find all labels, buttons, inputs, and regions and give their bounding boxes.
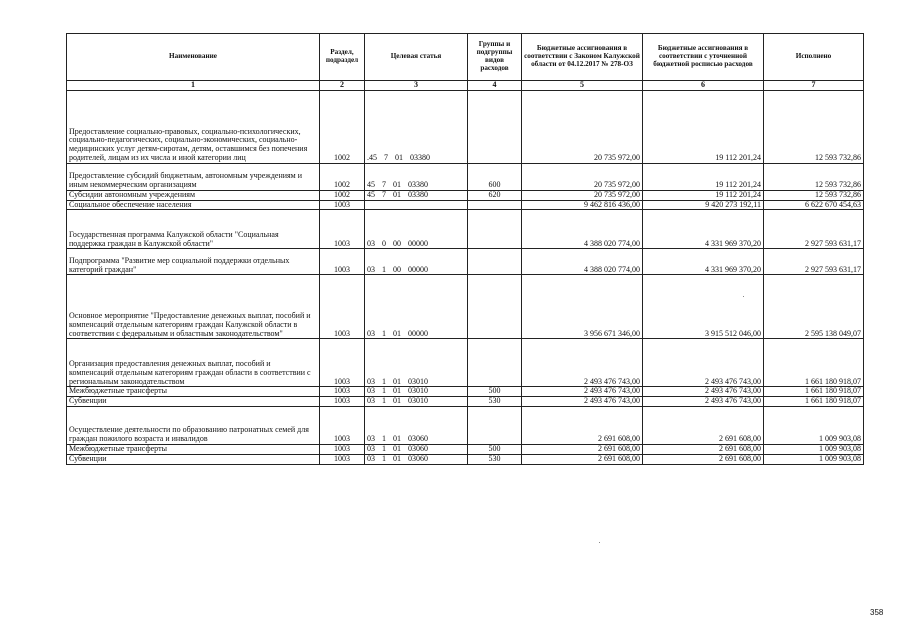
row-executed-amount: 12 593 732,86 — [764, 190, 864, 200]
row-target: .45 7 01 03380 — [365, 90, 468, 163]
table-row — [67, 406, 864, 444]
row-group — [468, 90, 522, 163]
row-section: 1003 — [320, 387, 365, 397]
row-name: Основное мероприятие "Предоставление денежных выплат, пособий и компенсаций отдельным категориям граждан Калужской области в соответствии с федеральным и областным законодательством" — [67, 275, 320, 339]
row-revised-amount: 2 493 476 743,00 — [643, 387, 764, 397]
row-executed-amount: 1 009 903,08 — [764, 406, 864, 444]
row-law-amount: 2 691 608,00 — [522, 406, 643, 444]
row-group — [468, 249, 522, 275]
table-row — [67, 339, 864, 387]
row-name: Социальное обеспечение населения — [67, 200, 320, 210]
row-law-amount: 2 493 476 743,00 — [522, 387, 643, 397]
row-revised-amount: 19 112 201,24 — [643, 190, 764, 200]
row-section: 1003 — [320, 210, 365, 249]
row-revised-amount: 2 493 476 743,00 — [643, 339, 764, 387]
row-revised-amount: 9 420 273 192,11 — [643, 200, 764, 210]
row-group: 500 — [468, 444, 522, 454]
row-group: 530 — [468, 397, 522, 407]
row-revised-amount: 2 691 608,00 — [643, 454, 764, 464]
row-target: 03 1 01 03010 — [365, 339, 468, 387]
row-section: 1003 — [320, 444, 365, 454]
row-section: 1003 — [320, 406, 365, 444]
row-law-amount: 20 735 972,00 — [522, 163, 643, 190]
row-name: Подпрограмма "Развитие мер социальной поддержки отдельных категорий граждан" — [67, 249, 320, 275]
table-row — [67, 190, 864, 200]
row-revised-amount: 19 112 201,24 — [643, 163, 764, 190]
row-law-amount: 4 388 020 774,00 — [522, 210, 643, 249]
row-revised-amount: 19 112 201,24 — [643, 90, 764, 163]
row-law-amount: 2 493 476 743,00 — [522, 339, 643, 387]
row-executed-amount: 12 593 732,86 — [764, 90, 864, 163]
row-law-amount: 20 735 972,00 — [522, 190, 643, 200]
row-target: 03 1 01 03060 — [365, 406, 468, 444]
header-executed: Исполнено — [764, 34, 864, 81]
column-number: 1 — [67, 81, 320, 91]
row-name: Субвенции — [67, 454, 320, 464]
row-law-amount: 9 462 816 436,00 — [522, 200, 643, 210]
row-name: Осуществление деятельности по образованию патронатных семей для граждан пожилого возраста и инвалидов — [67, 406, 320, 444]
row-revised-amount: 2 691 608,00 — [643, 444, 764, 454]
row-target: 45 7 01 03380 — [365, 163, 468, 190]
row-group — [468, 200, 522, 210]
row-target: 03 1 01 03010 — [365, 397, 468, 407]
row-name: Межбюджетные трансферты — [67, 444, 320, 454]
row-section: 1002 — [320, 90, 365, 163]
row-section: 1003 — [320, 200, 365, 210]
row-section: 1003 — [320, 339, 365, 387]
row-name: Субвенции — [67, 397, 320, 407]
row-section: 1002 — [320, 163, 365, 190]
row-target: 03 1 01 03060 — [365, 444, 468, 454]
header-law-allocation: Бюджетные ассигнования в соответствии с Законом Калужской области от 04.12.2017 № 278-ОЗ — [522, 34, 643, 81]
row-revised-amount: 2 691 608,00 — [643, 406, 764, 444]
column-number: 6 — [643, 81, 764, 91]
page-number: 358 — [870, 608, 884, 617]
column-number: 7 — [764, 81, 864, 91]
table-row — [67, 444, 864, 454]
row-section: 1003 — [320, 397, 365, 407]
row-name: Межбюджетные трансферты — [67, 387, 320, 397]
row-section: 1003 — [320, 249, 365, 275]
table-row — [67, 200, 864, 210]
row-executed-amount: 2 927 593 631,17 — [764, 210, 864, 249]
scan-speck — [743, 296, 744, 297]
row-revised-amount: 2 493 476 743,00 — [643, 397, 764, 407]
row-group — [468, 275, 522, 339]
row-group — [468, 339, 522, 387]
row-revised-amount: 4 331 969 370,20 — [643, 210, 764, 249]
column-number: 2 — [320, 81, 365, 91]
row-executed-amount: 1 661 180 918,07 — [764, 387, 864, 397]
row-group: 530 — [468, 454, 522, 464]
header-target: Целевая статья — [365, 34, 468, 81]
row-revised-amount: 3 915 512 046,00 — [643, 275, 764, 339]
row-target: 03 1 01 00000 — [365, 275, 468, 339]
table-row — [67, 454, 864, 464]
row-target: 45 7 01 03380 — [365, 190, 468, 200]
row-name: Субсидии автономным учреждениям — [67, 190, 320, 200]
row-target — [365, 200, 468, 210]
row-law-amount: 4 388 020 774,00 — [522, 249, 643, 275]
row-target: 03 0 00 00000 — [365, 210, 468, 249]
row-law-amount: 2 691 608,00 — [522, 454, 643, 464]
row-law-amount: 2 691 608,00 — [522, 444, 643, 454]
row-executed-amount: 1 661 180 918,07 — [764, 339, 864, 387]
table-row — [67, 249, 864, 275]
budget-execution-table — [66, 33, 864, 465]
table-row — [67, 90, 864, 163]
column-number: 3 — [365, 81, 468, 91]
table-row — [67, 397, 864, 407]
row-section: 1002 — [320, 190, 365, 200]
row-law-amount: 20 735 972,00 — [522, 90, 643, 163]
row-executed-amount: 2 595 138 049,07 — [764, 275, 864, 339]
row-group: 620 — [468, 190, 522, 200]
scan-speck — [599, 542, 600, 543]
row-executed-amount: 1 009 903,08 — [764, 454, 864, 464]
row-law-amount: 2 493 476 743,00 — [522, 397, 643, 407]
row-group — [468, 210, 522, 249]
column-number: 4 — [468, 81, 522, 91]
header-section: Раздел, подраздел — [320, 34, 365, 81]
header-group: Группы и подгруппы видов расходов — [468, 34, 522, 81]
row-executed-amount: 12 593 732,86 — [764, 163, 864, 190]
row-section: 1003 — [320, 454, 365, 464]
row-group: 500 — [468, 387, 522, 397]
row-name: Организация предоставления денежных выплат, пособий и компенсаций отдельным категориям граждан области в соответствии с региональным законодательством — [67, 339, 320, 387]
row-group: 600 — [468, 163, 522, 190]
row-target: 03 1 01 03010 — [365, 387, 468, 397]
table-row — [67, 163, 864, 190]
row-section: 1003 — [320, 275, 365, 339]
row-revised-amount: 4 331 969 370,20 — [643, 249, 764, 275]
header-revised-allocation: Бюджетные ассигнования в соответствии с уточненной бюджетной росписью расходов — [643, 34, 764, 81]
row-executed-amount: 1 009 903,08 — [764, 444, 864, 454]
column-number: 5 — [522, 81, 643, 91]
row-name: Предоставление субсидий бюджетным, автономным учреждениям и иным некоммерческим организациям — [67, 163, 320, 190]
row-target: 03 1 01 03060 — [365, 454, 468, 464]
column-number-row — [67, 81, 864, 91]
table-row — [67, 387, 864, 397]
header-name: Наименование — [67, 34, 320, 81]
row-executed-amount: 6 622 670 454,63 — [764, 200, 864, 210]
row-executed-amount: 2 927 593 631,17 — [764, 249, 864, 275]
row-name: Государственная программа Калужской области "Социальная поддержка граждан в Калужской области" — [67, 210, 320, 249]
row-name: Предоставление социально-правовых, социально-психологических, социально-педагогических, социально-экономических, социально-медицинских услуг детям-сиротам, детям, оставшимся без попечения родителей, лицам из их числа и иной категории лиц — [67, 90, 320, 163]
row-target: 03 1 00 00000 — [365, 249, 468, 275]
row-group — [468, 406, 522, 444]
row-law-amount: 3 956 671 346,00 — [522, 275, 643, 339]
table-row — [67, 275, 864, 339]
table-row — [67, 210, 864, 249]
row-executed-amount: 1 661 180 918,07 — [764, 397, 864, 407]
header-row — [67, 34, 864, 81]
